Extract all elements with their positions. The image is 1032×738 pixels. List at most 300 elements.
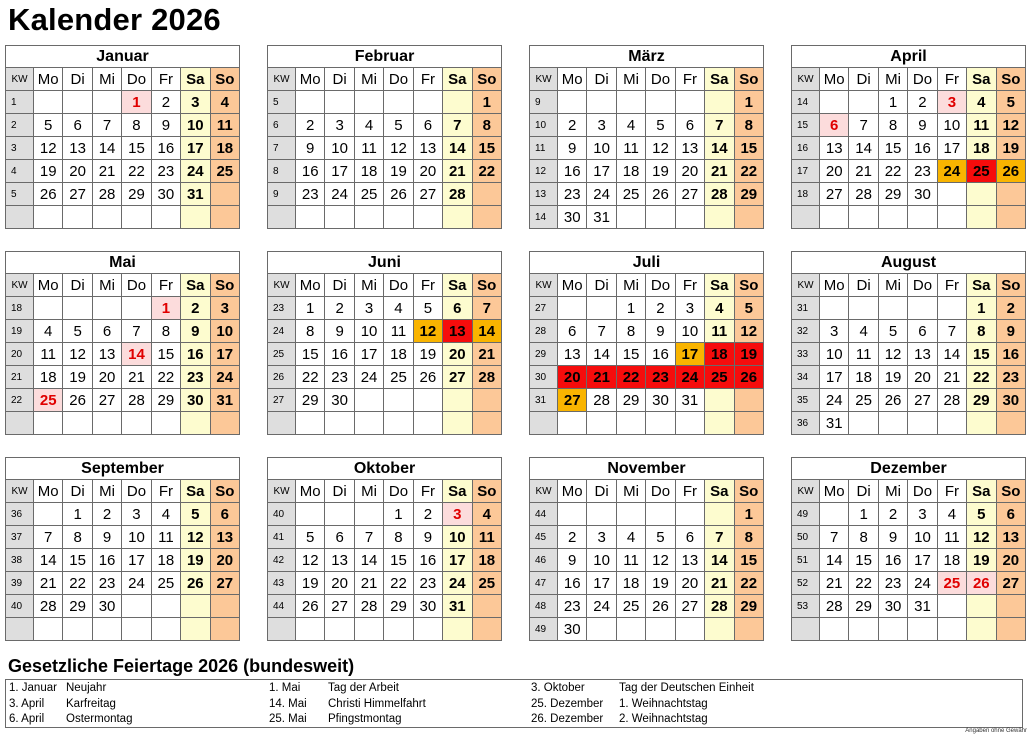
day-cell: 14 bbox=[820, 549, 849, 572]
day-cell: 20 bbox=[675, 160, 704, 183]
day-cell: 8 bbox=[734, 114, 764, 137]
weekday-header: Sa bbox=[443, 274, 472, 297]
week-number: 40 bbox=[268, 503, 296, 526]
week-row bbox=[268, 389, 502, 412]
day-cell: 2 bbox=[181, 297, 210, 320]
empty-cell bbox=[705, 389, 734, 412]
day-cell: 9 bbox=[325, 320, 354, 343]
day-cell: 12 bbox=[878, 343, 907, 366]
empty-cell bbox=[878, 297, 907, 320]
day-cell: 12 bbox=[34, 137, 63, 160]
week-number: 19 bbox=[6, 320, 34, 343]
weekday-header: Di bbox=[63, 480, 92, 503]
empty-cell bbox=[878, 618, 907, 641]
day-cell: 5 bbox=[296, 526, 325, 549]
day-cell: 21 bbox=[34, 572, 63, 595]
weekday-header: Fr bbox=[413, 274, 442, 297]
day-cell: 28 bbox=[34, 595, 63, 618]
week-row bbox=[792, 503, 1026, 526]
day-cell: 5 bbox=[996, 91, 1026, 114]
day-cell: 12 bbox=[967, 526, 996, 549]
day-cell: 20 bbox=[558, 366, 587, 389]
week-row bbox=[268, 595, 502, 618]
day-cell: 11 bbox=[967, 114, 996, 137]
day-cell: 14 bbox=[705, 137, 734, 160]
day-cell: 10 bbox=[181, 114, 210, 137]
day-cell: 24 bbox=[122, 572, 151, 595]
day-cell: 23 bbox=[878, 572, 907, 595]
empty-cell bbox=[122, 206, 151, 229]
day-cell: 22 bbox=[472, 160, 502, 183]
day-cell: 16 bbox=[296, 160, 325, 183]
day-cell: 17 bbox=[587, 572, 616, 595]
day-cell: 31 bbox=[675, 389, 704, 412]
day-cell: 17 bbox=[587, 160, 616, 183]
day-cell: 27 bbox=[996, 572, 1026, 595]
day-cell: 21 bbox=[587, 366, 616, 389]
week-row bbox=[530, 595, 764, 618]
day-cell: 26 bbox=[181, 572, 210, 595]
day-cell: 27 bbox=[908, 389, 937, 412]
empty-cell bbox=[354, 389, 383, 412]
day-cell: 24 bbox=[587, 183, 616, 206]
week-number: 29 bbox=[530, 343, 558, 366]
day-cell: 25 bbox=[34, 389, 63, 412]
week-number: 28 bbox=[530, 320, 558, 343]
kw-header: KW bbox=[792, 68, 820, 91]
day-cell: 10 bbox=[325, 137, 354, 160]
empty-cell bbox=[210, 206, 240, 229]
week-number: 36 bbox=[792, 412, 820, 435]
day-cell: 16 bbox=[646, 343, 675, 366]
day-cell: 22 bbox=[122, 160, 151, 183]
empty-cell bbox=[122, 618, 151, 641]
day-cell: 29 bbox=[734, 183, 764, 206]
weekday-header: Sa bbox=[443, 480, 472, 503]
week-row bbox=[530, 183, 764, 206]
week-row bbox=[6, 366, 240, 389]
empty-cell bbox=[384, 412, 413, 435]
weekday-header: Fr bbox=[413, 68, 442, 91]
day-cell: 28 bbox=[705, 595, 734, 618]
empty-cell bbox=[878, 206, 907, 229]
day-cell: 18 bbox=[354, 160, 383, 183]
week-row bbox=[6, 572, 240, 595]
day-cell: 28 bbox=[820, 595, 849, 618]
day-cell: 19 bbox=[181, 549, 210, 572]
week-row bbox=[6, 503, 240, 526]
empty-cell bbox=[558, 412, 587, 435]
day-cell: 1 bbox=[63, 503, 92, 526]
day-cell: 31 bbox=[587, 206, 616, 229]
day-cell: 18 bbox=[384, 343, 413, 366]
day-cell: 28 bbox=[705, 183, 734, 206]
day-cell: 12 bbox=[413, 320, 442, 343]
empty-cell bbox=[384, 389, 413, 412]
empty-cell bbox=[616, 91, 645, 114]
day-cell: 26 bbox=[646, 595, 675, 618]
day-cell: 7 bbox=[849, 114, 878, 137]
day-cell: 13 bbox=[413, 137, 442, 160]
empty-cell bbox=[675, 91, 704, 114]
week-number: 9 bbox=[530, 91, 558, 114]
day-cell: 11 bbox=[354, 137, 383, 160]
day-cell: 30 bbox=[558, 206, 587, 229]
day-cell: 12 bbox=[996, 114, 1026, 137]
day-cell: 10 bbox=[587, 137, 616, 160]
day-cell: 20 bbox=[675, 572, 704, 595]
day-cell: 10 bbox=[210, 320, 239, 343]
day-cell: 1 bbox=[967, 297, 996, 320]
day-cell: 26 bbox=[967, 572, 996, 595]
day-cell: 15 bbox=[384, 549, 413, 572]
day-cell: 20 bbox=[92, 366, 121, 389]
week-number: 32 bbox=[792, 320, 820, 343]
empty-cell bbox=[967, 206, 996, 229]
day-cell: 26 bbox=[996, 160, 1026, 183]
day-cell: 23 bbox=[413, 572, 442, 595]
weekday-header: Mi bbox=[878, 480, 907, 503]
day-cell: 23 bbox=[151, 160, 180, 183]
day-cell: 23 bbox=[908, 160, 937, 183]
week-number: 41 bbox=[268, 526, 296, 549]
day-cell: 27 bbox=[820, 183, 849, 206]
day-cell: 10 bbox=[354, 320, 383, 343]
week-number bbox=[268, 206, 296, 229]
day-cell: 25 bbox=[354, 183, 383, 206]
day-cell: 19 bbox=[34, 160, 63, 183]
empty-cell bbox=[878, 412, 907, 435]
month-name: Juni bbox=[268, 252, 502, 274]
day-cell: 29 bbox=[967, 389, 996, 412]
day-cell: 4 bbox=[472, 503, 502, 526]
empty-cell bbox=[92, 618, 121, 641]
week-row bbox=[530, 549, 764, 572]
empty-cell bbox=[646, 503, 675, 526]
day-cell: 26 bbox=[34, 183, 63, 206]
week-number: 34 bbox=[792, 366, 820, 389]
empty-cell bbox=[151, 618, 180, 641]
empty-cell bbox=[646, 412, 675, 435]
weekday-header: Fr bbox=[151, 68, 180, 91]
empty-cell bbox=[705, 91, 734, 114]
weekday-header: Do bbox=[646, 68, 675, 91]
day-cell: 28 bbox=[443, 183, 472, 206]
empty-cell bbox=[734, 412, 763, 435]
day-cell: 15 bbox=[296, 343, 325, 366]
day-cell: 22 bbox=[151, 366, 180, 389]
day-cell: 14 bbox=[34, 549, 63, 572]
day-cell: 12 bbox=[734, 320, 763, 343]
day-cell: 5 bbox=[34, 114, 63, 137]
weekday-header: Mo bbox=[34, 274, 63, 297]
day-cell: 23 bbox=[325, 366, 354, 389]
day-cell: 31 bbox=[908, 595, 937, 618]
empty-cell bbox=[675, 206, 704, 229]
empty-cell bbox=[587, 91, 616, 114]
kw-header: KW bbox=[6, 274, 34, 297]
day-cell: 18 bbox=[616, 572, 645, 595]
empty-cell bbox=[210, 618, 240, 641]
empty-cell bbox=[646, 91, 675, 114]
day-cell: 6 bbox=[908, 320, 937, 343]
empty-cell bbox=[849, 618, 878, 641]
week-row bbox=[792, 618, 1026, 641]
day-cell: 30 bbox=[151, 183, 180, 206]
weekday-header: Sa bbox=[967, 274, 996, 297]
holiday-date: 6. April bbox=[9, 713, 45, 725]
weekday-header: Fr bbox=[151, 480, 180, 503]
day-cell: 2 bbox=[558, 526, 587, 549]
day-cell: 18 bbox=[849, 366, 878, 389]
weekday-header: Mo bbox=[296, 274, 325, 297]
day-cell: 14 bbox=[705, 549, 734, 572]
day-cell: 5 bbox=[63, 320, 92, 343]
day-cell: 3 bbox=[908, 503, 937, 526]
day-cell: 31 bbox=[181, 183, 210, 206]
empty-cell bbox=[849, 297, 878, 320]
day-cell: 22 bbox=[967, 366, 996, 389]
day-cell: 29 bbox=[849, 595, 878, 618]
week-row bbox=[530, 297, 764, 320]
weekday-header: Di bbox=[63, 274, 92, 297]
day-cell: 13 bbox=[325, 549, 354, 572]
day-cell: 3 bbox=[937, 91, 966, 114]
weekday-header: Mi bbox=[616, 68, 645, 91]
day-cell: 29 bbox=[384, 595, 413, 618]
day-cell: 18 bbox=[210, 137, 240, 160]
weekday-header: Mo bbox=[34, 480, 63, 503]
day-cell: 10 bbox=[443, 526, 472, 549]
empty-cell bbox=[472, 618, 502, 641]
day-cell: 19 bbox=[878, 366, 907, 389]
week-number bbox=[6, 206, 34, 229]
empty-cell bbox=[443, 91, 472, 114]
day-cell: 25 bbox=[616, 595, 645, 618]
day-cell: 1 bbox=[296, 297, 325, 320]
day-cell: 30 bbox=[325, 389, 354, 412]
weekday-header: Do bbox=[908, 480, 937, 503]
week-row bbox=[268, 160, 502, 183]
empty-cell bbox=[967, 183, 996, 206]
weekday-header: Fr bbox=[675, 480, 704, 503]
day-cell: 30 bbox=[92, 595, 121, 618]
day-cell: 30 bbox=[996, 389, 1026, 412]
day-cell: 21 bbox=[849, 160, 878, 183]
week-row bbox=[792, 549, 1026, 572]
day-cell: 8 bbox=[296, 320, 325, 343]
day-cell: 11 bbox=[616, 549, 645, 572]
kw-header: KW bbox=[268, 68, 296, 91]
empty-cell bbox=[587, 297, 616, 320]
empty-cell bbox=[34, 412, 63, 435]
empty-cell bbox=[705, 412, 734, 435]
empty-cell bbox=[354, 412, 383, 435]
day-cell: 28 bbox=[937, 389, 966, 412]
page-title: Kalender 2026 bbox=[8, 2, 221, 37]
empty-cell bbox=[908, 618, 937, 641]
month-november bbox=[529, 457, 764, 641]
day-cell: 19 bbox=[996, 137, 1026, 160]
day-cell: 9 bbox=[151, 114, 180, 137]
empty-cell bbox=[675, 412, 704, 435]
day-cell: 14 bbox=[472, 320, 501, 343]
day-cell: 30 bbox=[908, 183, 937, 206]
week-row bbox=[530, 618, 764, 641]
day-cell: 9 bbox=[646, 320, 675, 343]
month-name: Mai bbox=[6, 252, 240, 274]
empty-cell bbox=[151, 595, 180, 618]
week-number: 11 bbox=[530, 137, 558, 160]
kw-header: KW bbox=[530, 274, 558, 297]
day-cell: 5 bbox=[646, 114, 675, 137]
day-cell: 26 bbox=[878, 389, 907, 412]
week-row bbox=[268, 183, 502, 206]
weekday-header: Sa bbox=[443, 68, 472, 91]
week-number: 36 bbox=[6, 503, 34, 526]
week-number: 42 bbox=[268, 549, 296, 572]
day-cell: 3 bbox=[587, 114, 616, 137]
weekday-header: Fr bbox=[675, 274, 704, 297]
weekday-header: Sa bbox=[181, 274, 210, 297]
day-cell: 25 bbox=[472, 572, 502, 595]
week-number: 47 bbox=[530, 572, 558, 595]
day-cell: 19 bbox=[63, 366, 92, 389]
day-cell: 10 bbox=[122, 526, 151, 549]
empty-cell bbox=[63, 618, 92, 641]
day-cell: 22 bbox=[63, 572, 92, 595]
day-cell: 7 bbox=[820, 526, 849, 549]
weekday-header: Di bbox=[587, 274, 616, 297]
day-cell: 17 bbox=[122, 549, 151, 572]
empty-cell bbox=[937, 595, 966, 618]
weekday-header: So bbox=[210, 274, 239, 297]
weekday-header: Do bbox=[646, 274, 675, 297]
holiday-date: 3. April bbox=[9, 697, 45, 710]
empty-cell bbox=[937, 206, 966, 229]
week-number: 26 bbox=[268, 366, 296, 389]
empty-cell bbox=[325, 503, 354, 526]
empty-cell bbox=[472, 183, 502, 206]
day-cell: 1 bbox=[616, 297, 645, 320]
holiday-name: Pfingstmontag bbox=[328, 713, 402, 725]
kw-header: KW bbox=[6, 68, 34, 91]
week-row bbox=[530, 503, 764, 526]
empty-cell bbox=[616, 412, 645, 435]
week-number: 48 bbox=[530, 595, 558, 618]
month-juli bbox=[529, 251, 764, 435]
day-cell: 7 bbox=[937, 320, 966, 343]
day-cell: 17 bbox=[937, 137, 966, 160]
week-number: 37 bbox=[6, 526, 34, 549]
day-cell: 26 bbox=[63, 389, 92, 412]
day-cell: 4 bbox=[705, 297, 734, 320]
empty-cell bbox=[967, 595, 996, 618]
day-cell: 19 bbox=[646, 572, 675, 595]
day-cell: 10 bbox=[675, 320, 704, 343]
empty-cell bbox=[734, 618, 763, 641]
month-name: Dezember bbox=[792, 458, 1026, 480]
week-number: 17 bbox=[792, 160, 820, 183]
day-cell: 24 bbox=[210, 366, 239, 389]
day-cell: 7 bbox=[705, 114, 734, 137]
day-cell: 28 bbox=[849, 183, 878, 206]
day-cell: 20 bbox=[443, 343, 472, 366]
day-cell: 6 bbox=[325, 526, 354, 549]
holiday-name: Tag der Arbeit bbox=[328, 682, 399, 694]
month-april bbox=[791, 45, 1026, 229]
day-cell: 27 bbox=[325, 595, 354, 618]
day-cell: 6 bbox=[210, 503, 240, 526]
day-cell: 3 bbox=[675, 297, 704, 320]
week-number: 33 bbox=[792, 343, 820, 366]
day-cell: 4 bbox=[34, 320, 63, 343]
empty-cell bbox=[587, 618, 616, 641]
month-dezember bbox=[791, 457, 1026, 641]
day-cell: 16 bbox=[413, 549, 442, 572]
day-cell: 18 bbox=[937, 549, 966, 572]
day-cell: 15 bbox=[734, 549, 763, 572]
empty-cell bbox=[413, 91, 442, 114]
month-mai bbox=[5, 251, 240, 435]
day-cell: 11 bbox=[849, 343, 878, 366]
kw-header: KW bbox=[530, 480, 558, 503]
weekday-header: Mi bbox=[354, 68, 383, 91]
day-cell: 25 bbox=[210, 160, 240, 183]
empty-cell bbox=[849, 412, 878, 435]
week-row bbox=[268, 412, 502, 435]
day-cell: 20 bbox=[63, 160, 92, 183]
weekday-header: Do bbox=[384, 68, 413, 91]
day-cell: 10 bbox=[908, 526, 937, 549]
day-cell: 29 bbox=[734, 595, 763, 618]
day-cell: 14 bbox=[443, 137, 472, 160]
empty-cell bbox=[92, 297, 121, 320]
month-name: November bbox=[530, 458, 764, 480]
day-cell: 8 bbox=[967, 320, 996, 343]
day-cell: 17 bbox=[181, 137, 210, 160]
day-cell: 24 bbox=[908, 572, 937, 595]
day-cell: 9 bbox=[908, 114, 937, 137]
week-number: 7 bbox=[268, 137, 296, 160]
day-cell: 9 bbox=[296, 137, 325, 160]
day-cell: 10 bbox=[937, 114, 966, 137]
month-name: August bbox=[792, 252, 1026, 274]
weekday-header: Di bbox=[849, 274, 878, 297]
day-cell: 18 bbox=[616, 160, 645, 183]
day-cell: 27 bbox=[413, 183, 442, 206]
empty-cell bbox=[820, 206, 849, 229]
weekday-header: Mo bbox=[820, 480, 849, 503]
week-row bbox=[6, 114, 240, 137]
day-cell: 27 bbox=[63, 183, 92, 206]
empty-cell bbox=[413, 618, 442, 641]
day-cell: 19 bbox=[646, 160, 675, 183]
weekday-header: So bbox=[996, 274, 1026, 297]
day-cell: 18 bbox=[705, 343, 734, 366]
month-februar bbox=[267, 45, 502, 229]
day-cell: 31 bbox=[210, 389, 239, 412]
day-cell: 12 bbox=[646, 549, 675, 572]
empty-cell bbox=[325, 412, 354, 435]
week-number: 5 bbox=[268, 91, 296, 114]
holiday-date: 1. Januar bbox=[9, 682, 57, 694]
footnote: Angaben ohne Gewähr bbox=[965, 728, 1027, 734]
week-number: 23 bbox=[268, 297, 296, 320]
day-cell: 27 bbox=[92, 389, 121, 412]
day-cell: 12 bbox=[646, 137, 675, 160]
day-cell: 26 bbox=[734, 366, 763, 389]
